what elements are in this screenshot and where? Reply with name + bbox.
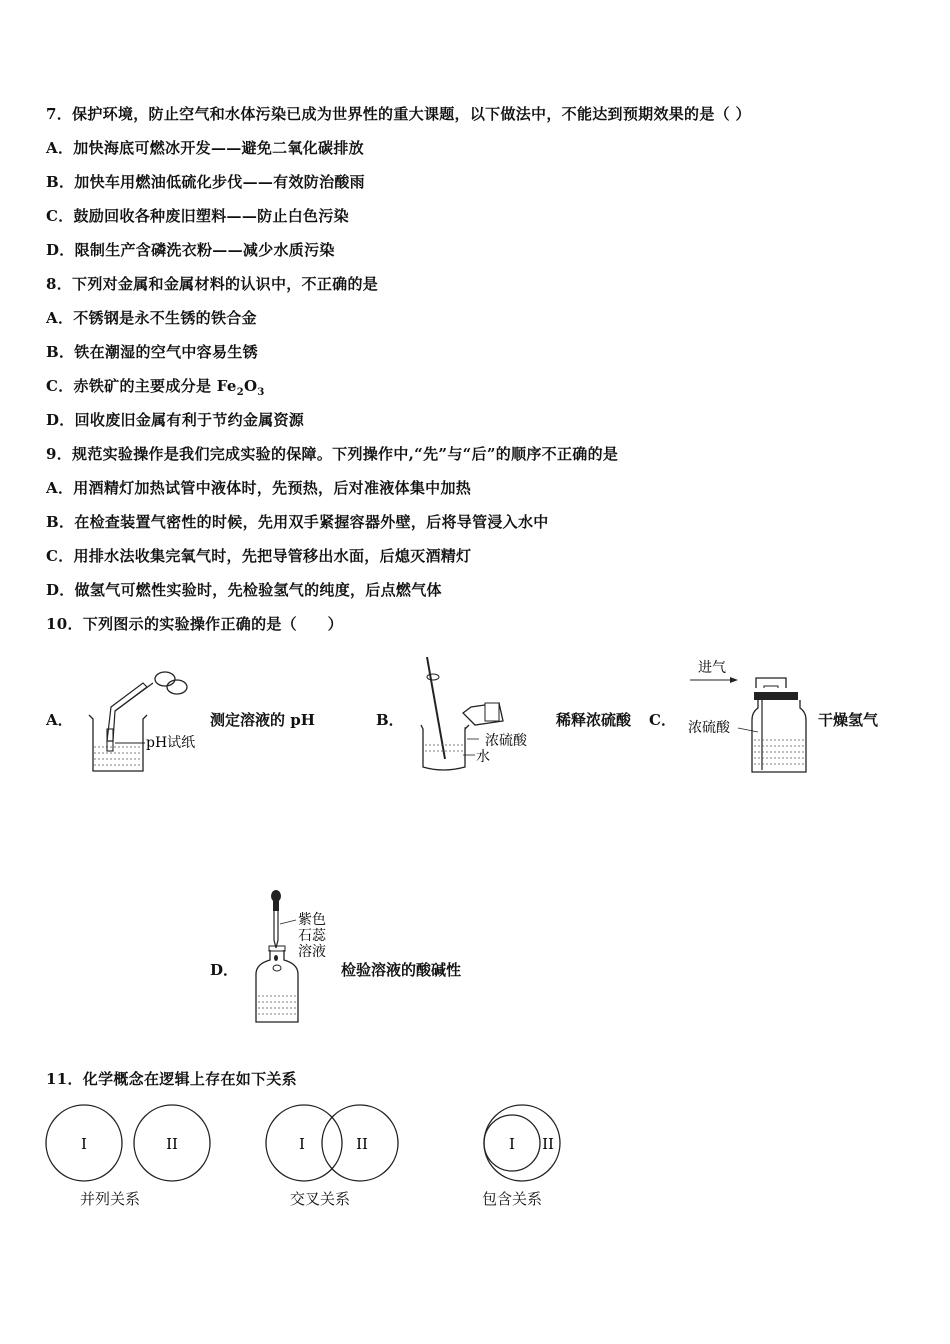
q11-contain-caption: 包含关系 [482,1190,543,1208]
q10-stem: 10．下列图示的实验操作正确的是（ ） [46,615,343,633]
q11-diagram-contain [480,1102,564,1186]
q10-c-diagram [686,652,816,777]
q11-contain-i: I [509,1135,515,1153]
q11-contain-ii: II [542,1135,554,1153]
q10-d-label2: 石蕊 [298,928,326,944]
q10-a-caption: 测定溶液的 pH [210,711,315,729]
q10-d-caption: 检验溶液的酸碱性 [341,961,462,979]
q9-option-b: B．在检查装置气密性的时候，先用双手紧握容器外壁，后将导管浸入水中 [46,513,549,531]
q8-option-b: B．铁在潮湿的空气中容易生锈 [46,343,258,361]
q10-b-diagram [415,655,555,775]
q11-parallel-ii: II [166,1135,178,1153]
q10-b-letter: B． [376,711,404,729]
q10-d-diagram [250,888,340,1028]
q8-option-c-sub2: 3 [257,387,265,398]
q10-c-letter: C． [649,711,676,729]
q10-a-letter: A． [46,711,73,729]
q7-option-d: D．限制生产含磷洗衣粉——减少水质污染 [46,241,335,259]
q11-parallel-caption: 并列关系 [80,1190,141,1208]
q11-intersect-ii: II [356,1135,368,1153]
q7-option-c: C．鼓励回收各种废旧塑料——防止白色污染 [46,207,349,225]
q8-option-c-sub1: 2 [236,387,244,398]
q10-c-label-in: 进气 [698,660,726,676]
q9-stem: 9．规范实验操作是我们完成实验的保障。下列操作中,“先”与“后”的顺序不正确的是 [46,445,619,463]
q11-stem: 11．化学概念在逻辑上存在如下关系 [46,1070,297,1088]
q10-c-label-acid: 浓硫酸 [688,720,730,736]
q10-d-label3: 溶液 [298,944,326,960]
q11-intersect-caption: 交叉关系 [290,1190,351,1208]
q8-option-c-text: C．赤铁矿的主要成分是 Fe [46,377,237,395]
q8-option-a: A．不锈钢是永不生锈的铁合金 [46,309,257,327]
q7-option-a: A．加快海底可燃冰开发——避免二氧化碳排放 [46,139,364,157]
q11-diagram-intersect [264,1102,404,1186]
q8-option-c [46,375,265,398]
q9-option-d: D．做氢气可燃性实验时，先检验氢气的纯度，后点燃气体 [46,581,442,599]
q7-option-b: B．加快车用燃油低硫化步伐——有效防治酸雨 [46,173,365,191]
q8-stem: 8．下列对金属和金属材料的认识中，不正确的是 [46,275,379,293]
q10-a-diagram [85,665,210,775]
q7-stem: 7．保护环境，防止空气和水体污染已成为世界性的重大课题，以下做法中，不能达到预期效果的是（ ） [46,105,751,123]
q8-option-d: D．回收废旧金属有利于节约金属资源 [46,411,305,429]
q10-b-label-water: 水 [476,749,490,765]
q8-option-c-o: O [244,377,258,395]
q10-a-label: pH试纸 [146,735,196,751]
q11-intersect-i: I [299,1135,305,1153]
q10-d-letter: D． [210,961,239,979]
q10-d-label1: 紫色 [298,912,326,928]
q11-diagram-parallel [44,1102,214,1186]
q11-parallel-i: I [81,1135,87,1153]
q9-option-a: A．用酒精灯加热试管中液体时，先预热，后对准液体集中加热 [46,479,472,497]
q10-c-caption: 干燥氢气 [818,711,879,729]
q10-b-label-acid: 浓硫酸 [485,733,527,749]
q10-b-caption: 稀释浓硫酸 [556,711,632,729]
q9-option-c: C．用排水法收集完氧气时，先把导管移出水面，后熄灭酒精灯 [46,547,472,565]
